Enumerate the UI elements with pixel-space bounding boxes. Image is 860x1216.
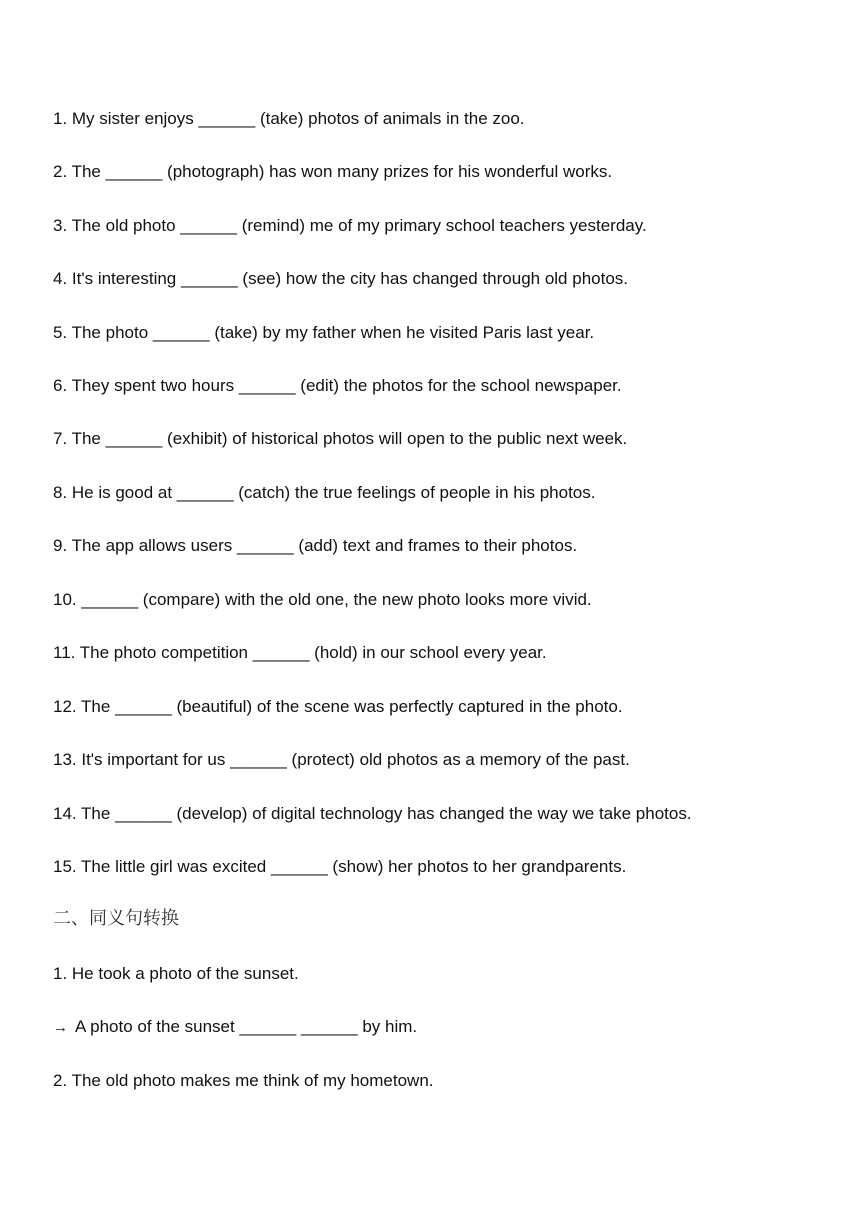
question-13: 13. It's important for us ______ (protect) old photos as a memory of the past. (53, 750, 630, 769)
transform-answer-1-text: A photo of the sunset ______ ______ by him. (75, 1017, 418, 1036)
question-7: 7. The ______ (exhibit) of historical photos will open to the public next week. (53, 429, 628, 448)
question-14: 14. The ______ (develop) of digital technology has changed the way we take photos. (53, 804, 692, 823)
question-12: 12. The ______ (beautiful) of the scene was perfectly captured in the photo. (53, 697, 623, 716)
transform-question-2: 2. The old photo makes me think of my hometown. (53, 1071, 434, 1090)
section-heading-synonym-transformation: 二、同义句转换 (53, 908, 179, 929)
question-3: 3. The old photo ______ (remind) me of my primary school teachers yesterday. (53, 216, 647, 235)
right-arrow-icon: → (53, 1019, 68, 1036)
question-8: 8. He is good at ______ (catch) the true feelings of people in his photos. (53, 483, 596, 502)
question-6: 6. They spent two hours ______ (edit) the photos for the school newspaper. (53, 376, 622, 395)
question-10: 10. ______ (compare) with the old one, the new photo looks more vivid. (53, 590, 592, 609)
question-4: 4. It's interesting ______ (see) how the city has changed through old photos. (53, 269, 629, 288)
question-5: 5. The photo ______ (take) by my father when he visited Paris last year. (53, 323, 595, 342)
transform-question-1: 1. He took a photo of the sunset. (53, 964, 299, 983)
transform-answer-1 (53, 1016, 417, 1039)
question-9: 9. The app allows users ______ (add) text and frames to their photos. (53, 536, 578, 555)
question-15: 15. The little girl was excited ______ (show) her photos to her grandparents. (53, 857, 627, 876)
question-11: 11. The photo competition ______ (hold) in our school every year. (53, 643, 547, 662)
question-2: 2. The ______ (photograph) has won many prizes for his wonderful works. (53, 162, 613, 181)
question-1: 1. My sister enjoys ______ (take) photos of animals in the zoo. (53, 109, 525, 128)
